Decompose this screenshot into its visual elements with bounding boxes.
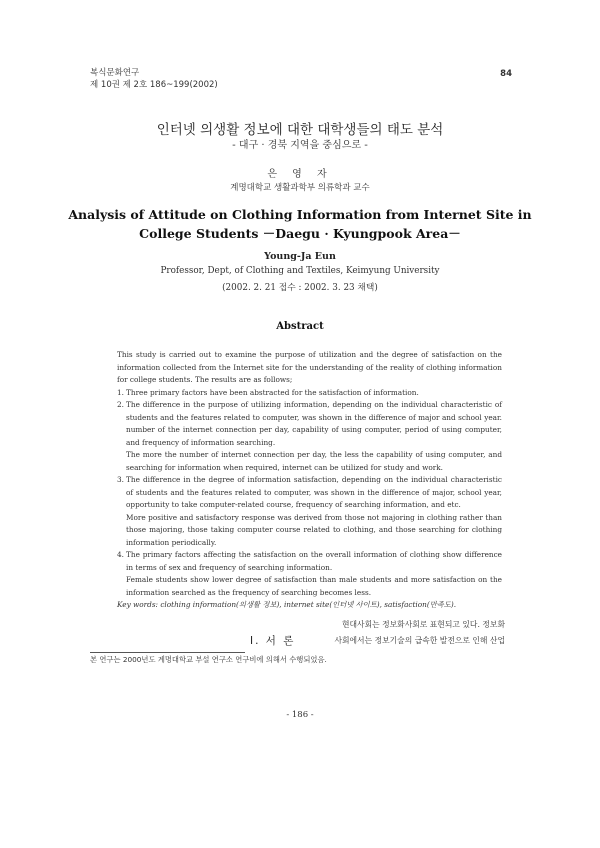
- item-number: 2.: [117, 400, 124, 409]
- introduction-heading: Ⅰ. 서 론: [250, 635, 296, 647]
- item-paragraph: The difference in the purpose of utilizing information, depending on the individual characteristic of students and the features related to computer, was shown in the difference of major and school year. number of the internet connection per day, capability of using computer, period of using computer, and frequency of information searching.: [126, 400, 502, 447]
- item-number: 4.: [117, 550, 124, 559]
- author-name-english: Young-Ja Eun: [264, 251, 336, 262]
- item-paragraph: The more the number of internet connection per day, the less the capability of using computer, and searching for information when required, internet can be utilized for study and work.: [126, 450, 502, 472]
- item-number: 3.: [117, 475, 124, 484]
- english-title: [0, 205, 600, 243]
- journal-name: 복식문화연구: [90, 68, 140, 78]
- english-title-line1: Analysis of Attitude on Clothing Information from Internet Site in: [68, 207, 532, 222]
- introduction-line1: 현대사회는 정보화사회로 표현되고 있다. 정보화: [341, 620, 505, 629]
- author-name-korean: 은 영 자: [267, 169, 333, 180]
- received-accepted-dates: (2002. 2. 21 접수 : 2002. 3. 23 채택): [222, 283, 378, 293]
- item-paragraph: The difference in the degree of information satisfaction, depending on the individual characteristic of students and the features related to computer, was shown in the difference of major, school year, opportunity to take computer-related course, frequency of searching information, and etc.: [126, 475, 502, 509]
- item-paragraph: Female students show lower degree of satisfaction than male students and more satisfaction on the information searched as the frequency of searching becomes less.: [126, 575, 502, 597]
- abstract-item-2: [117, 399, 502, 474]
- footnote-divider: [90, 652, 245, 653]
- volume-issue: 제 10권 제 2호 186~199(2002): [90, 80, 218, 90]
- english-title-line2: College Students －Daegu · Kyungpook Area－: [139, 226, 461, 241]
- abstract-heading: Abstract: [276, 321, 324, 332]
- keywords: Key words: clothing information(의생활 정보), internet site(인터넷 사이트), satisfaction(만족도).: [117, 600, 457, 609]
- abstract-item-4: [117, 549, 502, 599]
- item-number: 1.: [117, 387, 124, 397]
- page-footer-number: - 186 -: [286, 710, 314, 720]
- abstract-item-3: [117, 474, 502, 549]
- introduction-line2: 사회에서는 정보기술의 급속한 발전으로 인해 산업: [334, 635, 505, 645]
- journal-header: [90, 67, 218, 91]
- korean-subtitle: - 대구 · 경북 지역을 중심으로 -: [232, 140, 368, 151]
- author-affiliation-english: Professor, Dept, of Clothing and Textiles, Keimyung University: [160, 266, 440, 276]
- korean-title: 인터넷 의생활 정보에 대한 대학생들의 태도 분석: [156, 122, 444, 138]
- abstract-body: [117, 349, 502, 612]
- abstract-item-1: [117, 387, 502, 400]
- item-paragraph: The primary factors affecting the satisfaction on the overall information of clothing show difference in terms of sex and frequency of searching information.: [126, 550, 502, 572]
- item-paragraph: More positive and satisfactory response was derived from those not majoring in clothing rather than those majoring, those taking computer course related to clothing, and those searching for clothing information periodically.: [126, 512, 502, 547]
- author-affiliation-korean: 계명대학교 생활과학부 의류학과 교수: [230, 183, 370, 193]
- introduction-text: [310, 617, 505, 648]
- header-page-number: 84: [500, 69, 512, 79]
- funding-footnote: 본 연구는 2000년도 계명대학교 부설 연구소 연구비에 의해서 수행되었음.: [90, 655, 327, 664]
- item-paragraph: Three primary factors have been abstracted for the satisfaction of information.: [126, 387, 419, 397]
- abstract-intro: This study is carried out to examine the purpose of utilization and the degree of satisfaction on the information collected from the Internet site for the understanding of the reality of clothing information for college students. The results are as follows;: [117, 350, 502, 384]
